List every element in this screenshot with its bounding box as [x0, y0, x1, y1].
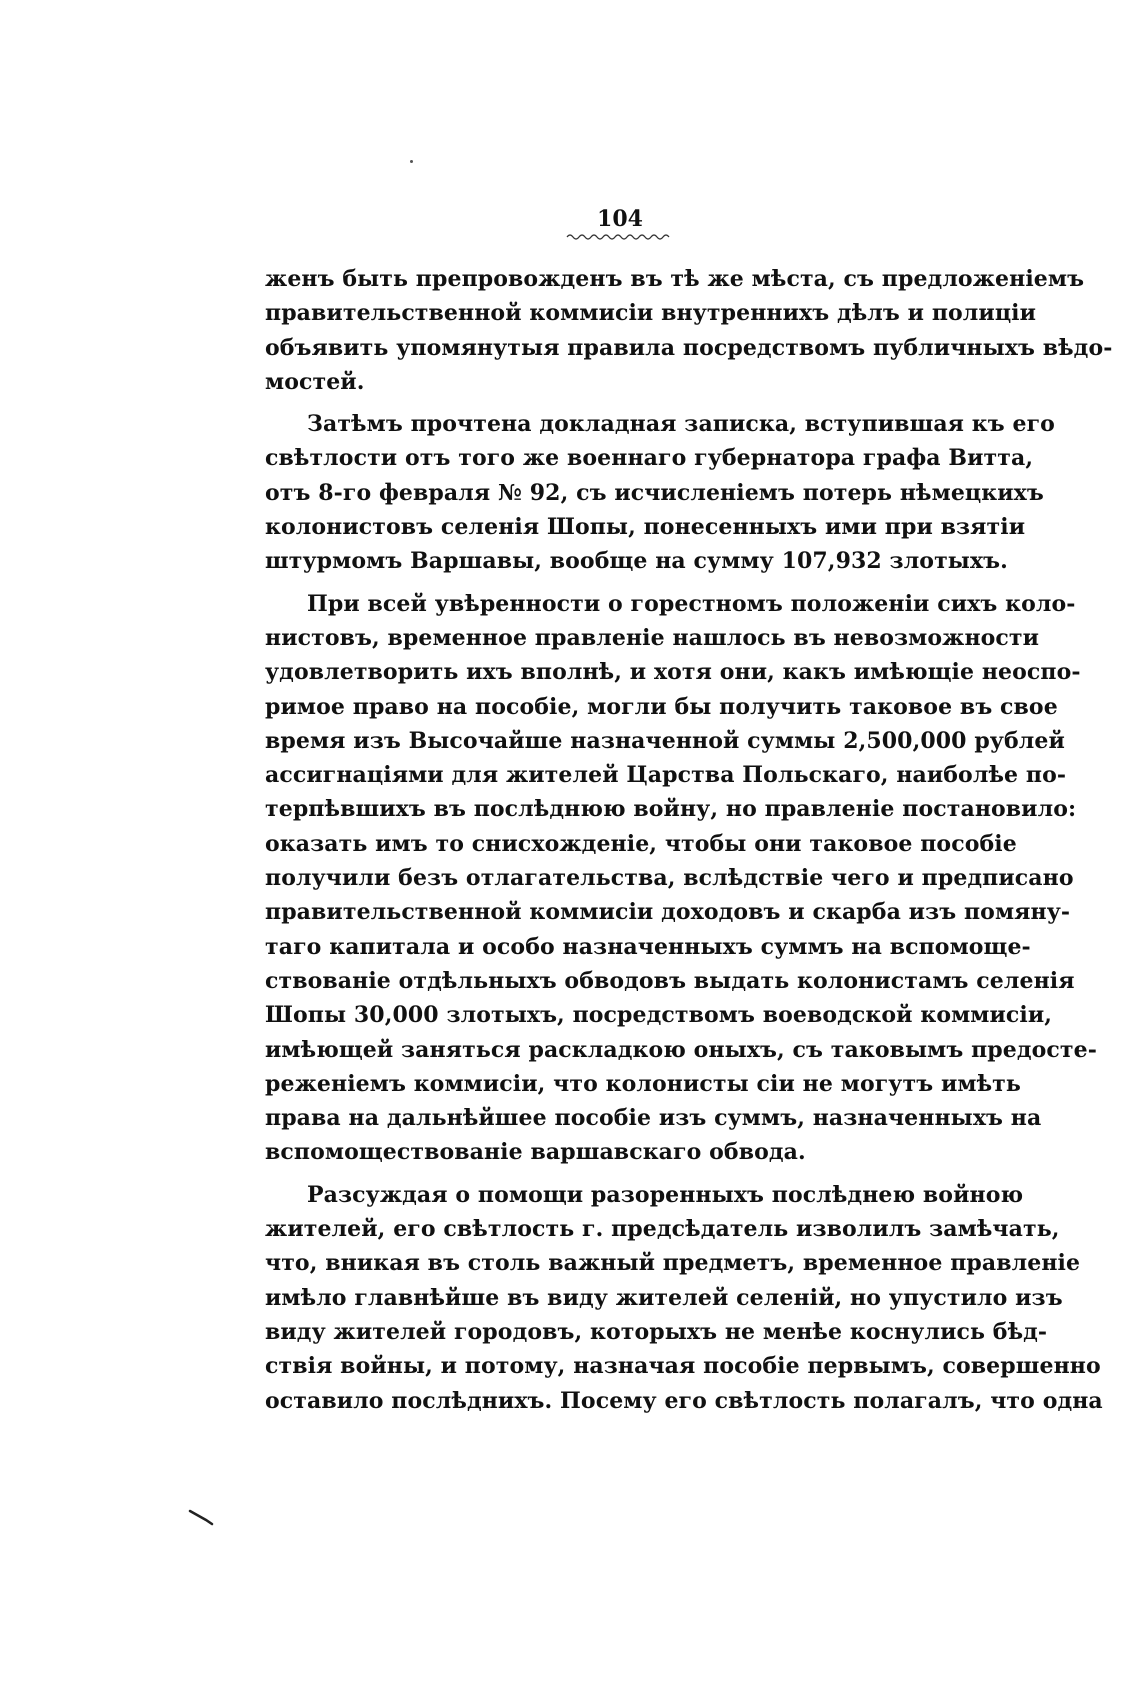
text-line: свѣтлости отъ того же военнаго губернатора графа Витта,: [265, 445, 1034, 472]
text-line: При всей увѣренности о горестномъ положеніи сихъ коло-: [307, 590, 1076, 617]
text-line: имѣющей заняться раскладкою оныхъ, съ таковымъ предосте-: [265, 1036, 1097, 1063]
text-line: удовлетворить ихъ вполнѣ, и хотя они, какъ имѣющіе неоспо-: [265, 659, 1081, 686]
page-body-text: [265, 262, 1113, 1426]
text-line: Затѣмъ прочтена докладная записка, вступившая къ его: [307, 411, 1055, 438]
text-line: правительственной коммисіи внутреннихъ дѣлъ и полиціи: [265, 300, 1037, 327]
text-line: время изъ Высочайше назначенной суммы 2,500,000 рублей: [265, 727, 1065, 754]
text-line: реженіемъ коммисіи, что колонисты сіи не могутъ имѣть: [265, 1070, 1021, 1097]
paragraph: [265, 587, 1097, 1170]
paragraph: [265, 262, 1113, 399]
page-number: 104: [597, 206, 643, 232]
text-line: объявить упомянутыя правила посредствомъ публичныхъ вѣдо-: [265, 334, 1113, 361]
text-line: ствованіе отдѣльныхъ обводовъ выдать колонистамъ селенія: [265, 967, 1075, 994]
text-line: жителей, его свѣтлость г. предсѣдатель изволилъ замѣчать,: [265, 1216, 1060, 1243]
text-line: женъ быть препровожденъ въ тѣ же мѣста, съ предложеніемъ: [265, 266, 1085, 292]
text-line: Разсуждая о помощи разоренныхъ послѣднею войною: [307, 1181, 1024, 1208]
scan-speck: [410, 160, 413, 163]
text-line: имѣло главнѣйше въ виду жителей селеній, но упустило изъ: [265, 1284, 1063, 1311]
paragraph: [265, 407, 1055, 578]
text-line: ассигнаціями для жителей Царства Польскаго, наиболѣе по-: [265, 762, 1067, 789]
text-line: таго капитала и особо назначенныхъ суммъ на вспомоще-: [265, 933, 1031, 960]
text-line: получили безъ отлагательства, вслѣдствіе чего и предписано: [265, 865, 1074, 892]
text-line: права на дальнѣйшее пособіе изъ суммъ, назначенныхъ на: [265, 1105, 1042, 1132]
text-line: римое право на пособіе, могли бы получить таковое въ свое: [265, 693, 1058, 720]
wavy-underline-ornament: [565, 232, 675, 242]
text-line: оказать имъ то снисхожденіе, чтобы они таковое пособіе: [265, 830, 1017, 857]
scan-artifact-mark: [188, 1508, 218, 1528]
text-line: правительственной коммисіи доходовъ и скарба изъ помяну-: [265, 899, 1071, 926]
text-line: колонистовъ селенія Шопы, понесенныхъ ими при взятіи: [265, 514, 1026, 541]
text-line: Шопы 30,000 злотыхъ, посредствомъ воеводской коммисіи,: [265, 1002, 1053, 1029]
text-line: вспомоществованіе варшавскаго обвода.: [265, 1139, 806, 1166]
text-line: терпѣвшихъ въ послѣднюю войну, но правленіе постановило:: [265, 796, 1077, 823]
text-line: виду жителей городовъ, которыхъ не менѣе коснулись бѣд-: [265, 1318, 1048, 1345]
text-line: отъ 8-го февраля № 92, съ исчисленіемъ потерь нѣмецкихъ: [265, 479, 1044, 506]
paragraph: [265, 1178, 1103, 1418]
text-line: нистовъ, временное правленіе нашлось въ невозможности: [265, 624, 1040, 651]
text-line: штурмомъ Варшавы, вообще на сумму 107,932 злотыхъ.: [265, 548, 1008, 575]
text-line: ствія войны, и потому, назначая пособіе первымъ, совершенно: [265, 1353, 1101, 1380]
page-header: [560, 206, 680, 242]
text-line: что, вникая въ столь важный предметъ, временное правленіе: [265, 1250, 1081, 1277]
text-line: мостей.: [265, 368, 365, 395]
text-line: оставило послѣднихъ. Посему его свѣтлость полагалъ, что одна: [265, 1387, 1103, 1414]
